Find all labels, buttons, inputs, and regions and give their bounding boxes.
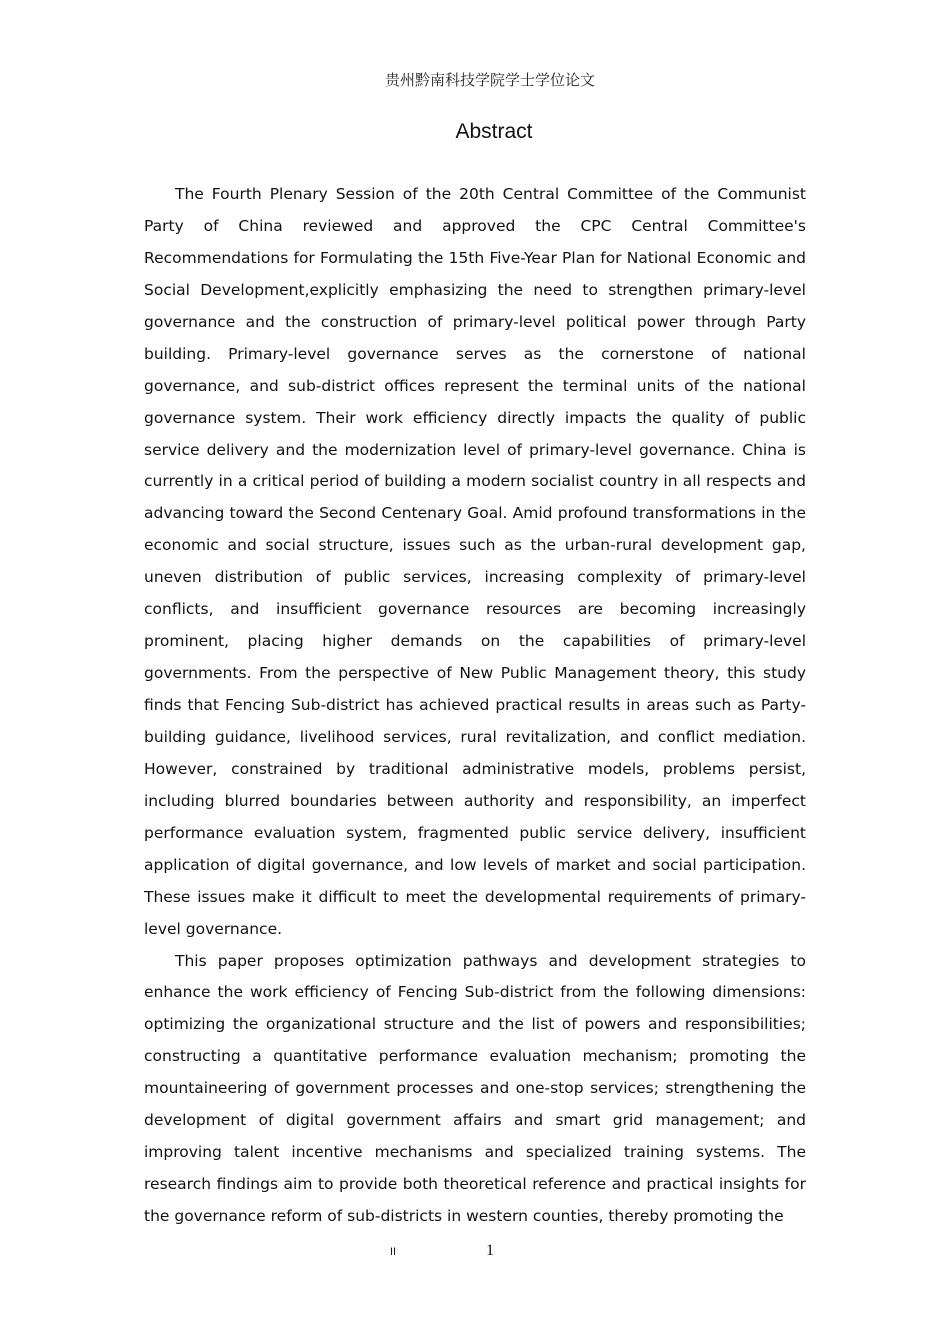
- abstract-body: [144, 179, 806, 1233]
- abstract-paragraph-1: The Fourth Plenary Session of the 20th Central Committee of the Communist Party of China reviewed and approved the CPC Central Committee's Recommendations for Formulating the 15th Five-Year Plan for National Economic and Social Development,explicitly emphasizing the need to strengthen primary-level governance and the construction of primary-level political power through Party building. Primary-level governance serves as the cornerstone of national governance, and sub-district offices represent the terminal units of the national governance system. Their work efficiency directly impacts the quality of public service delivery and the modernization level of primary-level governance. China is currently in a critical period of building a modern socialist country in all respects and advancing toward the Second Centenary Goal. Amid profound transformations in the economic and social structure, issues such as the urban-rural development gap, uneven distribution of public services, increasing complexity of primary-level conflicts, and insufficient governance resources are becoming increasingly prominent, placing higher demands on the capabilities of primary-level governments. From the perspective of New Public Management theory, this study finds that Fencing Sub-district has achieved practical results in areas such as Party-building guidance, livelihood services, rural revitalization, and conflict mediation. However, constrained by traditional administrative models, problems persist, including blurred boundaries between authority and responsibility, an imperfect performance evaluation system, fragmented public service delivery, insufficient application of digital governance, and low levels of market and social participation. These issues make it difficult to meet the developmental requirements of primary-level governance.: [144, 185, 806, 938]
- roman-page-marker: II: [389, 1246, 397, 1258]
- page-number: 1: [486, 1242, 494, 1259]
- page-title: Abstract: [455, 120, 533, 143]
- abstract-paragraph-2: This paper proposes optimization pathways and development strategies to enhance the work efficiency of Fencing Sub-district from the following dimensions: optimizing the organizational structure and the list of powers and responsibilities; constructing a quantitative performance evaluation mechanism; promoting the mountaineering of government processes and one-stop services; strengthening the development of digital government affairs and smart grid management; and improving talent incentive mechanisms and specialized training systems. The research findings aim to provide both theoretical reference and practical insights for the governance reform of sub-districts in western counties, thereby promoting the: [144, 951, 806, 1225]
- running-header: 贵州黔南科技学院学士学位论文: [384, 71, 595, 89]
